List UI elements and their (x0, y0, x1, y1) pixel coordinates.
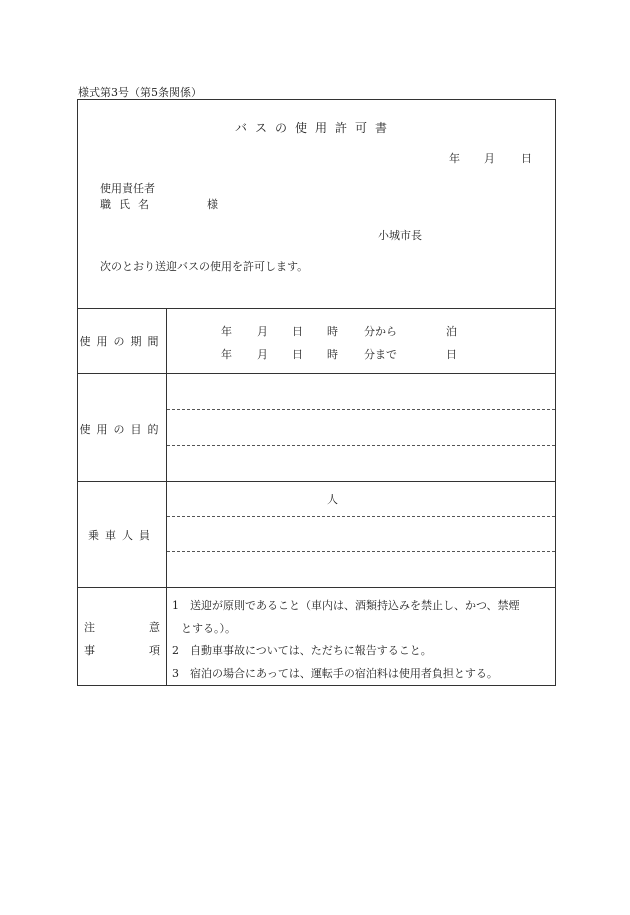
period-from-day: 日 (292, 325, 303, 338)
form-number-label: 様式第3号（第5条関係） (78, 86, 202, 99)
period-from-year: 年 (221, 325, 232, 338)
label-column-divider (166, 308, 167, 686)
riders-dashed-line-1 (167, 516, 555, 517)
period-to-year: 年 (221, 348, 232, 361)
riders-dashed-line-2 (167, 551, 555, 552)
divider-riders (77, 587, 556, 588)
riders-unit: 人 (327, 493, 338, 506)
note-item-1: 1 送迎が原則であること（車内は、酒類持込みを禁止し、かつ、禁煙 (172, 599, 520, 612)
purpose-label: 使用の目的 (79, 423, 165, 436)
notes-label-char-4: 項 (149, 644, 160, 657)
notes-label-char-3: 事 (84, 644, 95, 657)
document-title: バスの使用許可書 (234, 121, 395, 135)
notes-label-char-2: 意 (149, 621, 160, 634)
notes-label-char-1: 注 (84, 621, 95, 634)
issuer-label: 小城市長 (378, 229, 422, 242)
period-label: 使用の期間 (79, 335, 165, 348)
honorific-label: 様 (207, 198, 218, 211)
title-name-label: 職氏名 (100, 198, 157, 211)
divider-period (77, 373, 556, 374)
responsible-person-label: 使用責任者 (100, 182, 155, 195)
date-year-label: 年 (449, 152, 460, 165)
note-item-1-continued: とする。）。 (181, 622, 236, 635)
divider-header (77, 308, 556, 309)
period-from-month: 月 (257, 325, 268, 338)
date-month-label: 月 (484, 152, 495, 165)
lead-text: 次のとおり送迎バスの使用を許可します。 (100, 260, 309, 273)
note-item-3: 3 宿泊の場合にあっては、運転手の宿泊料は使用者負担とする。 (172, 667, 498, 680)
period-from-minute: 分から (364, 325, 397, 338)
period-to-day: 日 (292, 348, 303, 361)
period-from-hour: 時 (327, 325, 338, 338)
purpose-dashed-line-2 (167, 445, 555, 446)
period-to-minute: 分まで (364, 348, 397, 361)
purpose-dashed-line-1 (167, 409, 555, 410)
period-to-hour: 時 (327, 348, 338, 361)
note-item-2: 2 自動車事故については、ただちに報告すること。 (172, 644, 432, 657)
riders-label: 乗車人員 (88, 529, 156, 542)
date-day-label: 日 (521, 152, 532, 165)
divider-purpose (77, 481, 556, 482)
period-nights: 泊 (446, 325, 457, 338)
period-days: 日 (446, 348, 457, 361)
period-to-month: 月 (257, 348, 268, 361)
